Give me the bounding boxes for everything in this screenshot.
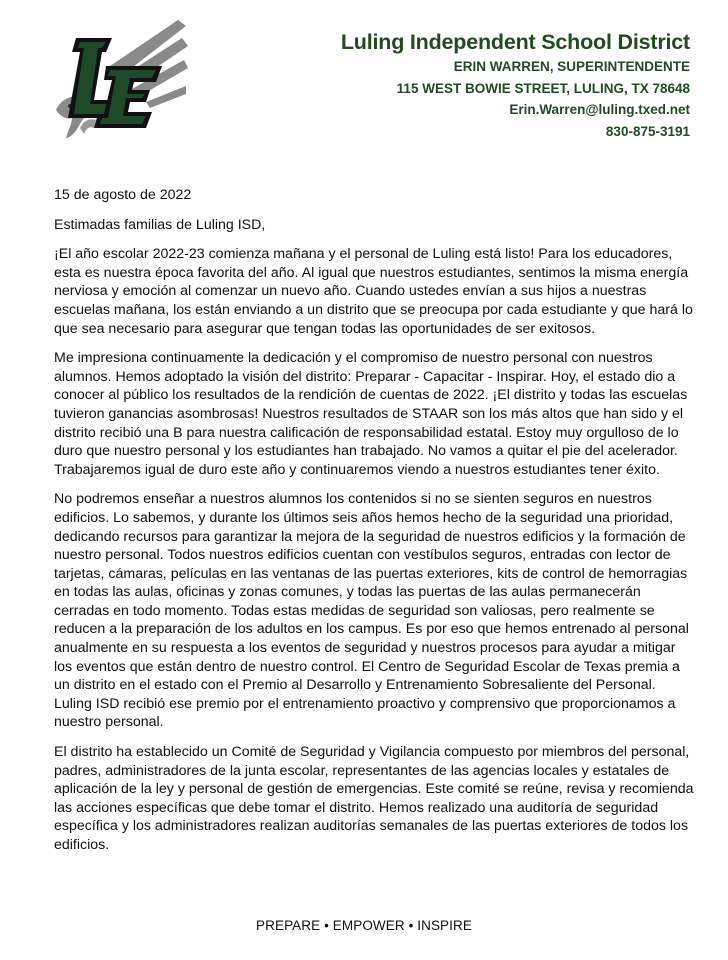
district-address: 115 WEST BOWIE STREET, LULING, TX 78648 bbox=[396, 80, 690, 96]
letter-paragraph: El distrito ha establecido un Comité de Seguridad y Vigilancia compuesto por miembros del personal, padres, administradores de la junta escolar, representantes de las agencias locales y estatales de aplicación de la ley y personal de gestión de emergencias. Este comité se reúne, revisa y recomienda las acciones específicas que debe tomar el distrito. Hemos realizado una auditoría de seguridad específica y los administradores realizan auditorías semanales de las puertas exteriores de todos los edificios. bbox=[54, 744, 694, 853]
luling-le-eagle-logo-icon bbox=[50, 16, 190, 142]
letter-paragraph: No podremos enseñar a nuestros alumnos los contenidos si no se sienten seguros en nuestros edificios. Lo sabemos, y durante los últimos seis años hemos hecho de la seguridad una prioridad, dedicando recursos para garantizar la mejora de la seguridad de nuestros edificios y la formación de nuestro personal. Todos nuestros edificios cuentan con vestíbulos seguros, entradas con lector de tarjetas, cámaras, películas en las ventanas de las puertas exteriores, kits de control de hemorragias en todas las aulas, oficinas y zonas comunes, y todas las puertas de las aulas permanecerán cerradas en todo momento. Todas estas medidas de seguridad son valiosas, pero realmente se reducen a la preparación de los adultos en los campus. Es por eso que hemos entrenado al personal anualmente en su respuesta a los eventos de seguridad y nuestros procesos para ayudar a mitigar los eventos que están dentro de nuestro control. El Centro de Seguridad Escolar de Texas premia a un distrito en el estado con el Premio al Desarrollo y Entrenamiento Sobresaliente del Personal. Luling ISD recibió ese premio por el entrenamiento proactivo y comprensivo que proporcionamos a nuestro personal. bbox=[54, 491, 689, 731]
letter-paragraph: ¡El año escolar 2022-23 comienza mañana y el personal de Luling está listo! Para los educadores, esta es nuestra época favorita del año. Al igual que nuestros estudiantes, sentimos la misma energía nerviosa y emoción al comenzar un nuevo año. Cuando ustedes envían a sus hijos a nuestras escuelas mañana, los están enviando a un distrito que se preocupa por cada estudiante y que hará lo que sea necesario para asegurar que tengan todas las oportunidades de ser exitosos. bbox=[54, 246, 693, 337]
letter-paragraph: Me impresiona continuamente la dedicación y el compromiso de nuestro personal con nuestros alumnos. Hemos adoptado la visión del distrito: Preparar - Capacitar - Inspirar. Hoy, el estado dio a conocer al público los resultados de la rendición de cuentas de 2022. ¡El distrito y todas las escuelas tuvieron ganancias asombrosas! Nuestros resultados de STAAR son los más altos que han sido y el distrito recibió una B para nuestra calificación de responsabilidad estatal. Estoy muy orgulloso de lo duro que nuestro personal y los estudiantes han trabajado. No vamos a quitar el pie del acelerador. Trabajaremos igual de duro este año y continuaremos viendo a nuestros estudiantes tener éxito. bbox=[54, 350, 688, 478]
superintendent-name: ERIN WARREN, SUPERINTENDENTE bbox=[453, 59, 690, 74]
footer-motto: PREPARE • EMPOWER • INSPIRE bbox=[256, 918, 472, 933]
district-name: Luling Independent School District bbox=[340, 30, 690, 54]
contact-email: Erin.Warren@luling.txed.net bbox=[509, 102, 690, 117]
letter-salutation: Estimadas familias de Luling ISD, bbox=[54, 216, 266, 233]
letter-date: 15 de agosto de 2022 bbox=[54, 187, 192, 203]
contact-phone: 830-875-3191 bbox=[605, 123, 690, 139]
letter-body bbox=[54, 186, 694, 866]
letterhead bbox=[341, 28, 690, 142]
